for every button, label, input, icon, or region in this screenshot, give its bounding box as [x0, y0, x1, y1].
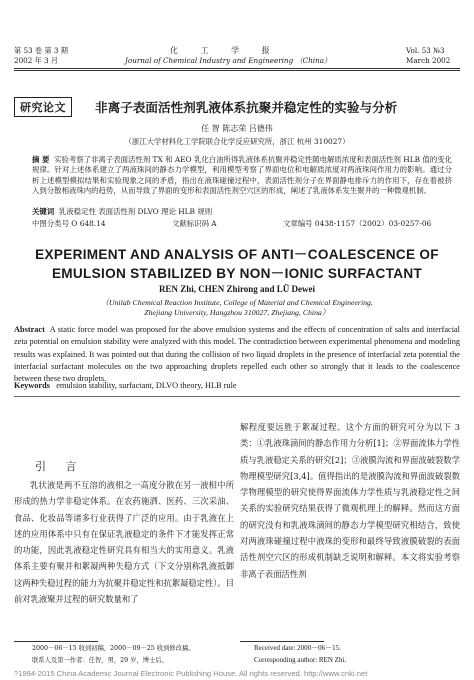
corresponding-note-en: Corresponding author: REN Zhi.: [254, 656, 347, 664]
affiliation-en-line2: Zhejiang University, Hangzhou 310027, Zhejiang, China）: [144, 308, 330, 317]
title-cn: 非离子表面活性剂乳液体系抗聚并稳定性的实验与分析: [95, 100, 398, 115]
affiliation-cn: （浙江大学材料化工学院联合化学反应研究所，浙江 杭州 310027）: [124, 137, 350, 146]
volume-issue-en: Vol. 53 №3: [406, 46, 445, 55]
keywords-cn-label: 关键词: [32, 207, 55, 216]
abstract-cn-text: 实验考察了非离子表面活性剂 TX 和 AEO 乳化白油所得乳液体系抗聚并稳定性随电解质浓度和表面活性剂 HLB 值的变化规律。针对上述体系建立了两液珠间的静态力学模型，利用模型考察了界面电位和电解质浓度对两液珠间作用力的影响。通过分析上述模型模拟结果和实验现象之间的矛盾，指出在液珠碰撞过程中，表面活性剂分子在界面静电排斥力的作用下，存在着被挤入到分散相液珠内的趋势，从而导致了界面的变形和表面活性剂空穴区的形成，阐述了乳液体系发生聚并的一种微观机制。: [32, 155, 452, 196]
clc-number: 中图分类号 O 648.14: [32, 219, 106, 228]
journal-title-en: Journal of Chemical Industry and Engineering （China）: [125, 56, 332, 65]
abstract-cn-label: 摘 要: [32, 155, 50, 164]
contact-note-cn: 联系人及第一作者：任智，男，29 岁，博士后。: [32, 657, 168, 664]
section-divider: [14, 396, 460, 397]
keywords-en: [14, 380, 460, 392]
article-type-badge: 研究论文: [14, 97, 72, 117]
keywords-cn-text: 乳液稳定性 表面活性剂 DLVO 理论 HLB 规则: [58, 207, 213, 216]
title-en-line2: EMULSION STABILIZED BY NON－IONIC SURFACTANT: [51, 266, 423, 281]
header-rule: [14, 68, 460, 69]
affiliation-en-line1: （Unilab Chemical Reaction Institute, College of Material and Chemical Engineering,: [101, 298, 373, 307]
abstract-cn: [32, 155, 452, 197]
abstract-en-text: A static force model was proposed for the above emulsion systems and the effects of concentration of salts and interfacial zeta potential on emulsion stability were analyzed with this model. The contradiction between experimental phenomena and modeling results was explained. It was pointed out that during the collision of two liquid droplets in the presence of interfacial zeta potential the interfacial surfactant molecules on the two approaching droplets repelled each other so strongly that it leads to the coalescence between these two droplets.: [14, 325, 460, 384]
publication-date-en: March 2002: [406, 56, 451, 65]
volume-issue: 第 53 卷 第 3 期: [14, 46, 68, 55]
footnote-rule-right: [240, 641, 324, 642]
authors-en: REN Zhi, CHEN Zhirong and LÜ Dewei: [158, 284, 316, 294]
publication-date: 2002 年 3 月: [14, 56, 59, 65]
body-left-column: 乳状液是两不互溶的液相之一高度分散在另一液相中所形成的热力学非稳定体系。在农药施洒、医药、三次采油、食品、化妆品等诸多行业获得了广泛的应用。由于乳液在上述的应用体系中只有在保证乳液稳定的条件下才能发挥正常的功能，因此乳液稳定性研究具有相当大的实用意义。乳液体系主要有聚并和絮凝两种失稳方式（下文分别称乳液抵御这两种失稳过程的能力为抗聚并稳定性和抗絮凝稳定性）。目前对乳液聚并过程的研究数量和了: [14, 480, 234, 605]
article-number: 文章编号 0438-1157（2002）03-0257-06: [283, 219, 432, 228]
footnote-rule-left: [14, 641, 98, 642]
keywords-en-label: Keywords: [14, 381, 50, 390]
abstract-en-label: Abstract: [14, 325, 45, 334]
keywords-cn: [32, 207, 452, 217]
introduction-heading: 引 言: [35, 460, 85, 473]
document-code: 文献标识码 A: [172, 219, 217, 228]
authors-cn: 任 智 陈志荣 吕德伟: [201, 124, 273, 133]
abstract-en: [14, 324, 460, 385]
received-note-en: Received date: 2000－06－15.: [254, 644, 341, 652]
body-right-column: 解程度要远胜于絮凝过程。这个方面的研究可分为以下 3 类：①乳液珠滴间的静态作用力分析[1]；②界面流体力学性质与乳液稳定关系的研究[2]；③液膜沟流和界面波破裂数学物理模型研究[3,4]。值得指出的是液膜沟流和界面波破裂数学物理模型的研究使得界面流体力学性质与乳液稳定性之间关系的实验研究结果获得了微观机理上的解释。然而这方面的研究没有和乳液珠滴间的静态力学模型研究相结合，致使对两液珠碰撞过程中液珠的变形和最终导致液膜破裂的表面活性剂空穴区的形成机制缺乏说明和解释。本文将实验考察非离子表面活性剂: [240, 422, 460, 579]
journal-title-cn: 化 工 学 报: [170, 46, 280, 55]
copyright-footer: ?1994-2015 China Academic Journal Electronic Publishing House. All rights reserved. http://www.cnki.net: [14, 669, 368, 678]
keywords-en-text: emulsion stability, surfactant, DLVO theory, HLB rule: [56, 381, 237, 390]
received-note-cn: 2000－06－15 收到初稿，2000－09－25 收到修改稿。: [32, 645, 195, 652]
header-rule-2: [14, 70, 460, 71]
title-en-line1: EXPERIMENT AND ANALYSIS OF ANTI－COALESCENCE OF: [35, 247, 439, 262]
